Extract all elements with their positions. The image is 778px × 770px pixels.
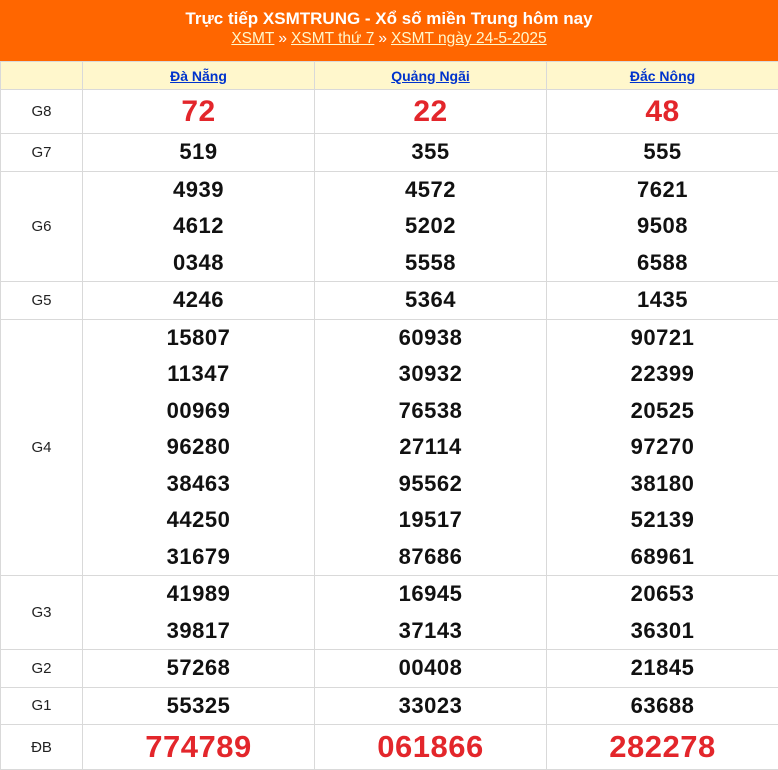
result-cell bbox=[315, 725, 547, 770]
result-cell bbox=[315, 171, 547, 282]
result-number: 19517 bbox=[398, 507, 463, 532]
result-cell bbox=[83, 576, 315, 650]
result-number: 97270 bbox=[630, 434, 695, 459]
prize-row-g2 bbox=[1, 650, 778, 688]
result-number: 44250 bbox=[166, 507, 231, 532]
result-number: 519 bbox=[179, 139, 218, 164]
breadcrumb bbox=[0, 29, 778, 49]
prize-label: G5 bbox=[1, 282, 83, 320]
result-cell bbox=[547, 650, 778, 688]
result-cell bbox=[547, 687, 778, 725]
breadcrumb-xsmt-thu7-link[interactable]: XSMT thứ 7 bbox=[291, 30, 375, 47]
result-number: 4246 bbox=[173, 287, 224, 312]
result-number: 00408 bbox=[398, 655, 463, 680]
result-cell bbox=[83, 650, 315, 688]
result-number: 87686 bbox=[398, 543, 463, 569]
result-number: 11347 bbox=[167, 361, 230, 386]
province-header bbox=[315, 62, 547, 90]
result-cell bbox=[315, 687, 547, 725]
results-table bbox=[0, 61, 778, 770]
prize-row-g4 bbox=[1, 319, 778, 576]
prize-column-header bbox=[1, 62, 83, 90]
result-number: 774789 bbox=[145, 729, 252, 764]
province-header bbox=[547, 62, 778, 90]
result-cell bbox=[547, 725, 778, 770]
result-cell bbox=[315, 319, 547, 576]
result-number: 061866 bbox=[377, 729, 484, 764]
result-cell bbox=[547, 319, 778, 576]
result-number: 60938 bbox=[398, 324, 463, 350]
result-cell bbox=[547, 134, 778, 172]
result-cell bbox=[315, 282, 547, 320]
prize-label: G4 bbox=[1, 319, 83, 576]
result-number: 27114 bbox=[399, 434, 462, 459]
result-number: 22399 bbox=[630, 361, 695, 386]
result-number: 4572 bbox=[405, 176, 456, 202]
result-number: 555 bbox=[643, 139, 682, 164]
result-number: 95562 bbox=[398, 470, 463, 496]
result-number: 6588 bbox=[637, 249, 688, 275]
result-number: 16945 bbox=[398, 581, 463, 606]
result-number: 7621 bbox=[637, 176, 688, 202]
result-number: 31679 bbox=[166, 543, 231, 569]
result-number: 90721 bbox=[630, 324, 695, 350]
breadcrumb-separator: » bbox=[278, 30, 288, 47]
result-number: 52139 bbox=[630, 507, 695, 532]
breadcrumb-separator: » bbox=[378, 30, 387, 47]
prize-row-db bbox=[1, 725, 778, 770]
result-number: 5364 bbox=[405, 287, 456, 312]
result-number: 0348 bbox=[173, 249, 224, 275]
results-body bbox=[1, 90, 778, 770]
prize-label: ĐB bbox=[1, 725, 83, 770]
result-cell bbox=[83, 134, 315, 172]
result-cell bbox=[315, 576, 547, 650]
header-banner bbox=[0, 0, 778, 61]
result-number: 21845 bbox=[630, 655, 695, 680]
prize-row-g5 bbox=[1, 282, 778, 320]
prize-label: G8 bbox=[1, 90, 83, 134]
result-number: 39817 bbox=[166, 617, 231, 643]
prize-label: G6 bbox=[1, 171, 83, 282]
result-number: 48 bbox=[645, 94, 680, 128]
prize-row-g1 bbox=[1, 687, 778, 725]
result-number: 72 bbox=[181, 94, 216, 128]
result-number: 1435 bbox=[637, 287, 688, 312]
prize-label: G3 bbox=[1, 576, 83, 650]
result-cell bbox=[315, 134, 547, 172]
result-number: 355 bbox=[411, 139, 450, 164]
result-number: 36301 bbox=[630, 617, 695, 643]
result-number: 63688 bbox=[630, 692, 695, 718]
result-number: 5558 bbox=[405, 249, 456, 275]
result-number: 00969 bbox=[166, 397, 231, 423]
prize-row-g6 bbox=[1, 171, 778, 282]
prize-row-g8 bbox=[1, 90, 778, 134]
result-number: 4612 bbox=[173, 213, 224, 238]
province-link-dac-nong[interactable]: Đắc Nông bbox=[629, 67, 696, 84]
province-link-da-nang[interactable]: Đà Nẵng bbox=[170, 67, 227, 84]
result-number: 282278 bbox=[609, 729, 716, 764]
result-number: 57268 bbox=[166, 655, 231, 680]
breadcrumb-xsmt-date-link[interactable]: XSMT ngày 24-5-2025 bbox=[390, 30, 547, 47]
prize-row-g7 bbox=[1, 134, 778, 172]
result-number: 96280 bbox=[166, 434, 231, 459]
prize-label: G1 bbox=[1, 687, 83, 725]
result-cell bbox=[315, 90, 547, 134]
result-number: 68961 bbox=[630, 543, 695, 569]
prize-label: G2 bbox=[1, 650, 83, 688]
result-number: 33023 bbox=[398, 692, 463, 718]
result-number: 9508 bbox=[637, 213, 688, 238]
result-cell bbox=[315, 650, 547, 688]
result-number: 41989 bbox=[166, 581, 231, 606]
result-number: 38180 bbox=[630, 470, 695, 496]
result-number: 22 bbox=[413, 94, 448, 128]
result-cell bbox=[547, 282, 778, 320]
result-cell bbox=[547, 171, 778, 282]
result-number: 20653 bbox=[630, 581, 695, 606]
result-number: 4939 bbox=[173, 176, 224, 202]
result-cell bbox=[83, 319, 315, 576]
result-number: 37143 bbox=[398, 617, 463, 643]
result-number: 30932 bbox=[398, 361, 463, 386]
breadcrumb-xsmt-link[interactable]: XSMT bbox=[231, 30, 275, 47]
prize-label: G7 bbox=[1, 134, 83, 172]
prize-row-g3 bbox=[1, 576, 778, 650]
province-header bbox=[83, 62, 315, 90]
result-number: 20525 bbox=[630, 397, 695, 423]
result-cell bbox=[547, 90, 778, 134]
result-cell bbox=[83, 171, 315, 282]
province-header-row bbox=[1, 62, 778, 90]
result-cell bbox=[83, 90, 315, 134]
result-cell bbox=[83, 725, 315, 770]
result-cell bbox=[83, 282, 315, 320]
result-cell bbox=[83, 687, 315, 725]
result-number: 5202 bbox=[405, 213, 456, 238]
result-number: 55325 bbox=[166, 692, 231, 718]
province-link-quang-ngai[interactable]: Quảng Ngãi bbox=[391, 67, 470, 84]
page-title: Trực tiếp XSMTRUNG - Xổ số miền Trung hôm nay bbox=[185, 9, 593, 28]
result-number: 15807 bbox=[166, 324, 231, 350]
result-number: 38463 bbox=[166, 470, 231, 496]
result-number: 76538 bbox=[398, 397, 463, 423]
result-cell bbox=[547, 576, 778, 650]
